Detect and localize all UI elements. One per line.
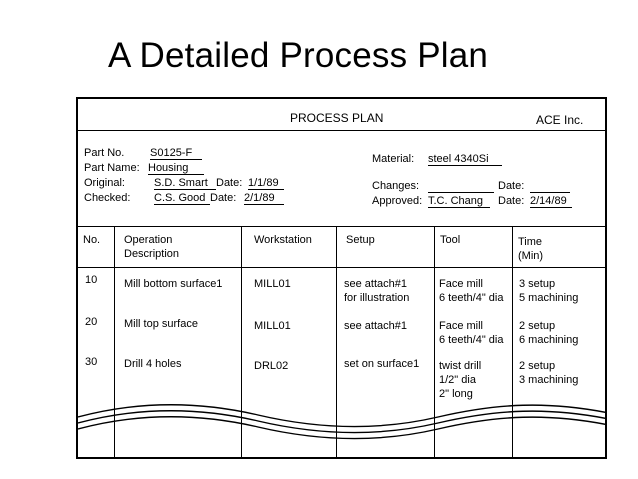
row-20-time-2: 6 machining: [519, 334, 579, 346]
part-no-label: Part No.: [84, 147, 125, 159]
row-10-setup-2: for illustration: [344, 292, 410, 304]
header-operation-2: Description: [124, 248, 180, 260]
row-20-operation: Mill top surface: [124, 318, 198, 330]
row-10-time-2: 5 machining: [519, 292, 579, 304]
row-20-setup-1: see attach#1: [344, 320, 407, 332]
checked-label: Checked:: [84, 192, 131, 204]
row-10-time-1: 3 setup: [519, 278, 556, 290]
part-no-value: S0125-F: [150, 147, 202, 160]
header-time-1: Time: [518, 236, 543, 248]
approved-date-value: 2/14/89: [530, 195, 572, 208]
original-label: Original:: [84, 177, 125, 189]
header-operation-1: Operation: [124, 234, 173, 246]
row-30-time-2: 3 machining: [519, 374, 579, 386]
row-30-setup-1: set on surface1: [344, 358, 420, 370]
header-tool: Tool: [440, 234, 461, 246]
header-setup: Setup: [346, 234, 375, 246]
row-10-workstation: MILL01: [254, 278, 291, 290]
row-10-tool-1: Face mill: [439, 278, 484, 290]
approved-date-label: Date:: [498, 195, 525, 207]
company-name: ACE Inc.: [536, 113, 584, 127]
original-date-label: Date:: [216, 177, 243, 189]
row-30-tool-3: 2" long: [439, 388, 473, 400]
row-20-workstation: MILL01: [254, 320, 291, 332]
approved-by-value: T.C. Chang: [428, 195, 490, 208]
row-20-tool-1: Face mill: [439, 320, 484, 332]
row-30-time-1: 2 setup: [519, 360, 556, 372]
row-20-no: 20: [85, 316, 98, 328]
header-workstation: Workstation: [254, 234, 312, 246]
header-no: No.: [83, 234, 101, 246]
row-10-setup-1: see attach#1: [344, 278, 407, 290]
checked-date-value: 2/1/89: [244, 192, 284, 205]
header-time-2: (Min): [518, 250, 544, 262]
row-10-tool-2: 6 teeth/4" dia: [439, 292, 504, 304]
row-30-no: 30: [85, 356, 98, 368]
slide-title: A Detailed Process Plan: [108, 36, 489, 75]
changes-label: Changes:: [372, 180, 420, 192]
approved-label: Approved:: [372, 195, 423, 207]
form-header-title: PROCESS PLAN: [290, 111, 384, 125]
changes-date-label: Date:: [498, 180, 525, 192]
row-20-tool-2: 6 teeth/4" dia: [439, 334, 504, 346]
part-name-label: Part Name:: [84, 162, 140, 174]
material-label: Material:: [372, 153, 415, 165]
part-name-value: Housing: [148, 162, 204, 175]
row-30-operation: Drill 4 holes: [124, 358, 182, 370]
original-date-value: 1/1/89: [248, 177, 284, 190]
row-10-no: 10: [85, 274, 98, 286]
row-20-time-1: 2 setup: [519, 320, 556, 332]
row-30-tool-2: 1/2" dia: [439, 374, 476, 386]
row-10-operation: Mill bottom surface1: [124, 278, 223, 290]
checked-by-value: C.S. Good: [154, 192, 210, 205]
row-30-tool-1: twist drill: [439, 360, 482, 372]
continuation-break-waves: [78, 99, 607, 459]
checked-date-label: Date:: [210, 192, 237, 204]
process-plan-form: [76, 97, 607, 459]
material-value: steel 4340Si: [428, 153, 502, 166]
original-by-value: S.D. Smart: [154, 177, 216, 190]
row-30-workstation: DRL02: [254, 360, 289, 372]
